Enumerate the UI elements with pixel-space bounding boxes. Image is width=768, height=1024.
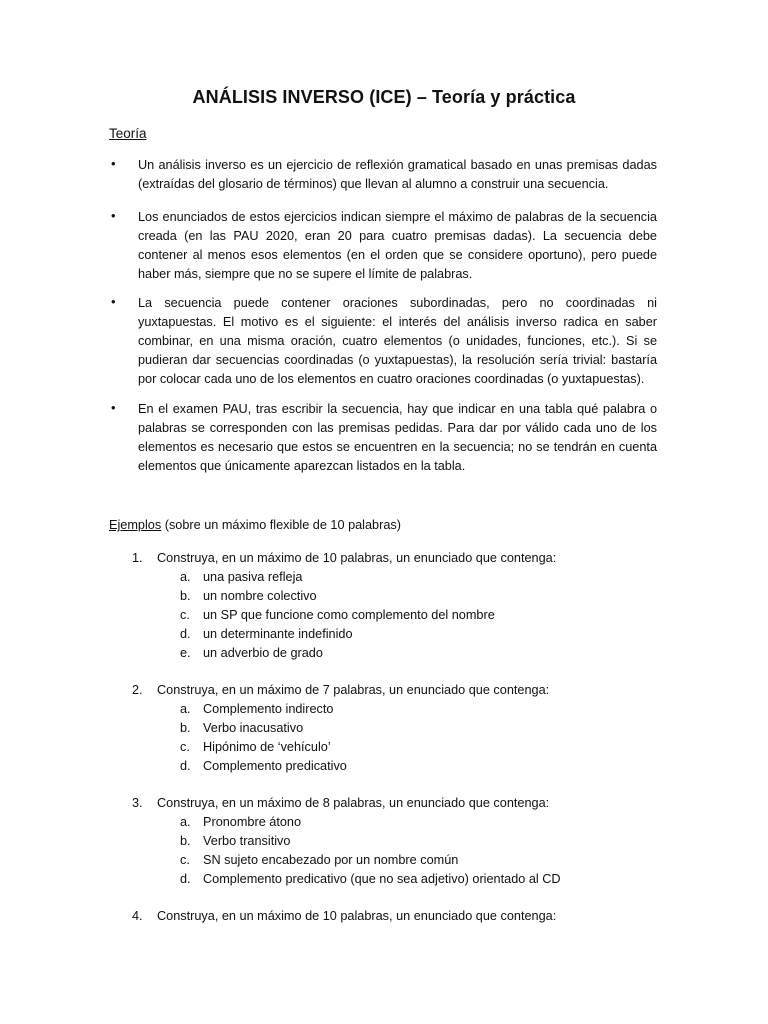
bullet-icon: • [111, 208, 116, 223]
sub-text: una pasiva refleja [203, 570, 303, 584]
sub-item [109, 738, 669, 757]
sub-letter: d. [180, 759, 191, 773]
example-item [109, 907, 669, 926]
example-sublist [109, 813, 669, 889]
sub-item [109, 757, 669, 776]
sub-item [109, 813, 669, 832]
bullet-text: En el examen PAU, tras escribir la secuencia, hay que indicar en una tabla qué palabra o palabras se corresponden con las premisas pedidas. Para dar por válido cada uno de los elementos es necesario que estos se encuentren en la secuencia; no se tendrán en cuenta elementos que únicamente aparezcan listados en la tabla. [138, 402, 657, 473]
example-number: 4. [132, 909, 143, 923]
bullet-item [109, 400, 657, 476]
sub-letter: b. [180, 589, 191, 603]
sub-item [109, 644, 669, 663]
sub-text: Complemento predicativo [203, 759, 347, 773]
sub-letter: d. [180, 627, 191, 641]
sub-letter: a. [180, 570, 191, 584]
example-item [109, 549, 669, 663]
sub-item [109, 700, 669, 719]
sub-text: Complemento predicativo (que no sea adjetivo) orientado al CD [203, 872, 561, 886]
sub-letter: c. [180, 853, 190, 867]
bullet-icon: • [111, 400, 116, 415]
sub-letter: a. [180, 815, 191, 829]
bullet-text: La secuencia puede contener oraciones subordinadas, pero no coordinadas ni yuxtapuestas. El motivo es el siguiente: el interés del análisis inverso radica en saber combinar, en una misma oración, cuatro elementos (o unidades, funciones, etc.). Si se pudieran dar secuencias coordinadas (o yuxtapuestas), la resolución sería trivial: bastaría por colocar cada uno de los elementos en cuatro oraciones coordinadas (o yuxtapuestas). [138, 296, 657, 386]
example-text: Construya, en un máximo de 10 palabras, un enunciado que contenga: [157, 551, 557, 565]
bullet-icon: • [111, 156, 116, 171]
example-number: 3. [132, 796, 143, 810]
sub-item [109, 870, 669, 889]
sub-letter: c. [180, 608, 190, 622]
example-item [109, 794, 669, 889]
sub-item [109, 568, 669, 587]
sub-letter: e. [180, 646, 191, 660]
example-item [109, 681, 669, 776]
sub-text: SN sujeto encabezado por un nombre común [203, 853, 459, 867]
sub-text: un nombre colectivo [203, 589, 317, 603]
sub-letter: d. [180, 872, 191, 886]
sub-letter: c. [180, 740, 190, 754]
sub-item [109, 719, 669, 738]
sub-text: un determinante indefinido [203, 627, 353, 641]
teoria-heading: Teoría [109, 126, 147, 141]
sub-text: Pronombre átono [203, 815, 302, 829]
sub-text: un SP que funcione como complemento del nombre [203, 608, 495, 622]
sub-letter: a. [180, 702, 191, 716]
sub-letter: b. [180, 721, 191, 735]
sub-item [109, 832, 669, 851]
sub-text: un adverbio de grado [203, 646, 323, 660]
sub-item [109, 625, 669, 644]
sub-text: Hipónimo de ‘vehículo’ [203, 740, 331, 754]
example-number: 1. [132, 551, 143, 565]
example-sublist [109, 568, 669, 663]
ejemplos-note: (sobre un máximo flexible de 10 palabras) [161, 518, 401, 532]
bullet-item [109, 208, 657, 284]
bullet-icon: • [111, 294, 116, 309]
sub-item [109, 587, 669, 606]
bullet-text: Un análisis inverso es un ejercicio de reflexión gramatical basado en unas premisas dadas (extraídas del glosario de términos) que llevan al alumno a construir una secuencia. [138, 158, 657, 191]
example-text: Construya, en un máximo de 7 palabras, un enunciado que contenga: [157, 683, 550, 697]
sub-item [109, 606, 669, 625]
example-sublist [109, 700, 669, 776]
bullet-item [109, 156, 657, 194]
example-number: 2. [132, 683, 143, 697]
page-title: ANÁLISIS INVERSO (ICE) – Teoría y práctica [192, 87, 576, 107]
ejemplos-heading: Ejemplos [109, 518, 162, 532]
ejemplos-heading-line [109, 518, 401, 532]
bullet-item [109, 294, 657, 389]
sub-text: Verbo inacusativo [203, 721, 304, 735]
sub-text: Complemento indirecto [203, 702, 334, 716]
bullet-text: Los enunciados de estos ejercicios indican siempre el máximo de palabras de la secuencia creada (en las PAU 2020, eran 20 para cuatro premisas dadas). La secuencia debe contener al menos esos elementos (en el orden que se considere oportuno), pero puede haber más, siempre que no se supere el límite de palabras. [138, 210, 657, 281]
example-text: Construya, en un máximo de 10 palabras, un enunciado que contenga: [157, 909, 557, 923]
sub-text: Verbo transitivo [203, 834, 291, 848]
example-text: Construya, en un máximo de 8 palabras, un enunciado que contenga: [157, 796, 550, 810]
sub-letter: b. [180, 834, 191, 848]
sub-item [109, 851, 669, 870]
